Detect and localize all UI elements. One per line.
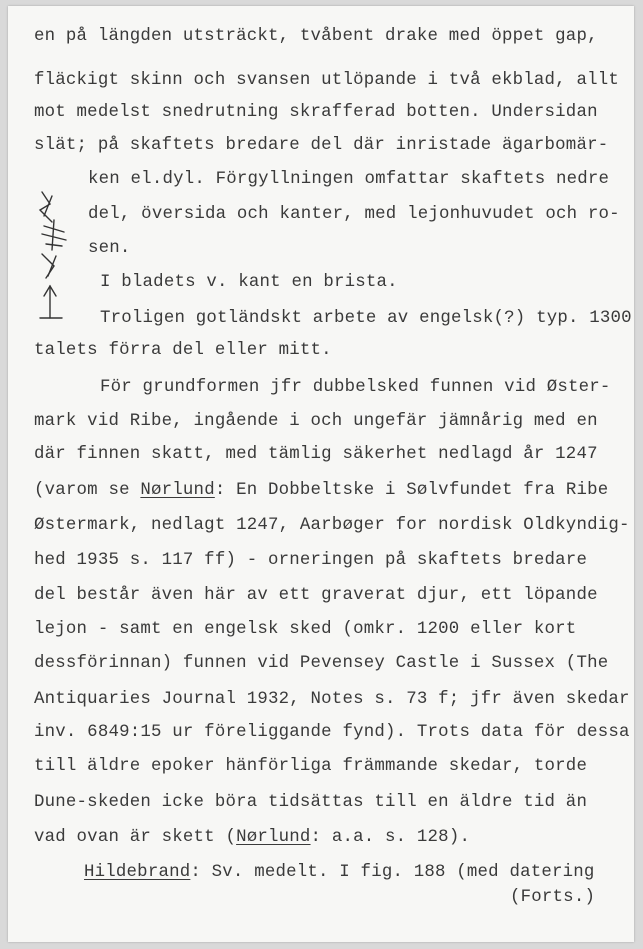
text-line: en på längden utsträckt, tvåbent drake med öppet gap, (34, 27, 598, 46)
text-line: talets förra del eller mitt. (34, 341, 332, 360)
underlined-author: Nørlund (236, 828, 311, 847)
text-line: Antiquaries Journal 1932, Notes s. 73 f; jfr även skedar (34, 690, 630, 709)
text-line: ken el.dyl. Förgyllningen omfattar skaftets nedre (88, 170, 610, 189)
text-line: hed 1935 s. 117 ff) - orneringen på skaftets bredare (34, 551, 588, 570)
text-line: I bladets v. kant en brista. (100, 273, 398, 292)
text-line: mot medelst snedrutning skrafferad botten. Undersidan (34, 103, 598, 122)
underlined-author: Hildebrand (84, 863, 191, 882)
text-segment: : Sv. medelt. I fig. 188 (med datering (190, 863, 595, 882)
text-line: fläckigt skinn och svansen utlöpande i två ekblad, allt (34, 71, 619, 90)
text-line: mark vid Ribe, ingående i och ungefär jämnårig med en (34, 412, 598, 431)
text-line: lejon - samt en engelsk sked (omkr. 1200 eller kort (34, 620, 577, 639)
underlined-author: Nørlund (140, 481, 215, 500)
owner-marks-drawing (36, 186, 76, 326)
text-line: där finnen skatt, med tämlig säkerhet nedlagd år 1247 (34, 445, 598, 464)
text-line (84, 863, 595, 883)
text-segment: (varom se (34, 481, 141, 500)
text-line: inv. 6849:15 ur föreliggande fynd). Trots data för dessa (34, 723, 630, 742)
text-line: (Forts.) (510, 888, 596, 907)
text-line: del består även här av ett graverat djur, ett löpande (34, 586, 598, 605)
text-segment: : a.a. s. 128). (310, 828, 471, 847)
text-line: dessförinnan) funnen vid Pevensey Castle i Sussex (The (34, 654, 609, 673)
text-line: Østermark, nedlagt 1247, Aarbøger for nordisk Oldkyndig- (34, 516, 630, 535)
text-line: del, översida och kanter, med lejonhuvudet och ro- (88, 205, 620, 224)
text-segment: : En Dobbeltske i Sølvfundet fra Ribe (214, 481, 609, 500)
text-line: För grundformen jfr dubbelsked funnen vid Øster- (100, 378, 611, 397)
text-line: slät; på skaftets bredare del där inristade ägarbomär- (34, 136, 609, 155)
text-line: sen. (88, 239, 131, 258)
text-line: Dune-skeden icke böra tidsättas till en äldre tid än (34, 793, 588, 812)
text-line (34, 828, 470, 848)
text-line (34, 481, 608, 501)
text-line: Troligen gotländskt arbete av engelsk(?) typ. 1300 (100, 309, 632, 328)
text-segment: vad ovan är skett ( (34, 828, 237, 847)
owner-marks-icon (36, 186, 76, 326)
document-page (8, 6, 634, 942)
text-line: till äldre epoker hänförliga främmande skedar, torde (34, 757, 588, 776)
